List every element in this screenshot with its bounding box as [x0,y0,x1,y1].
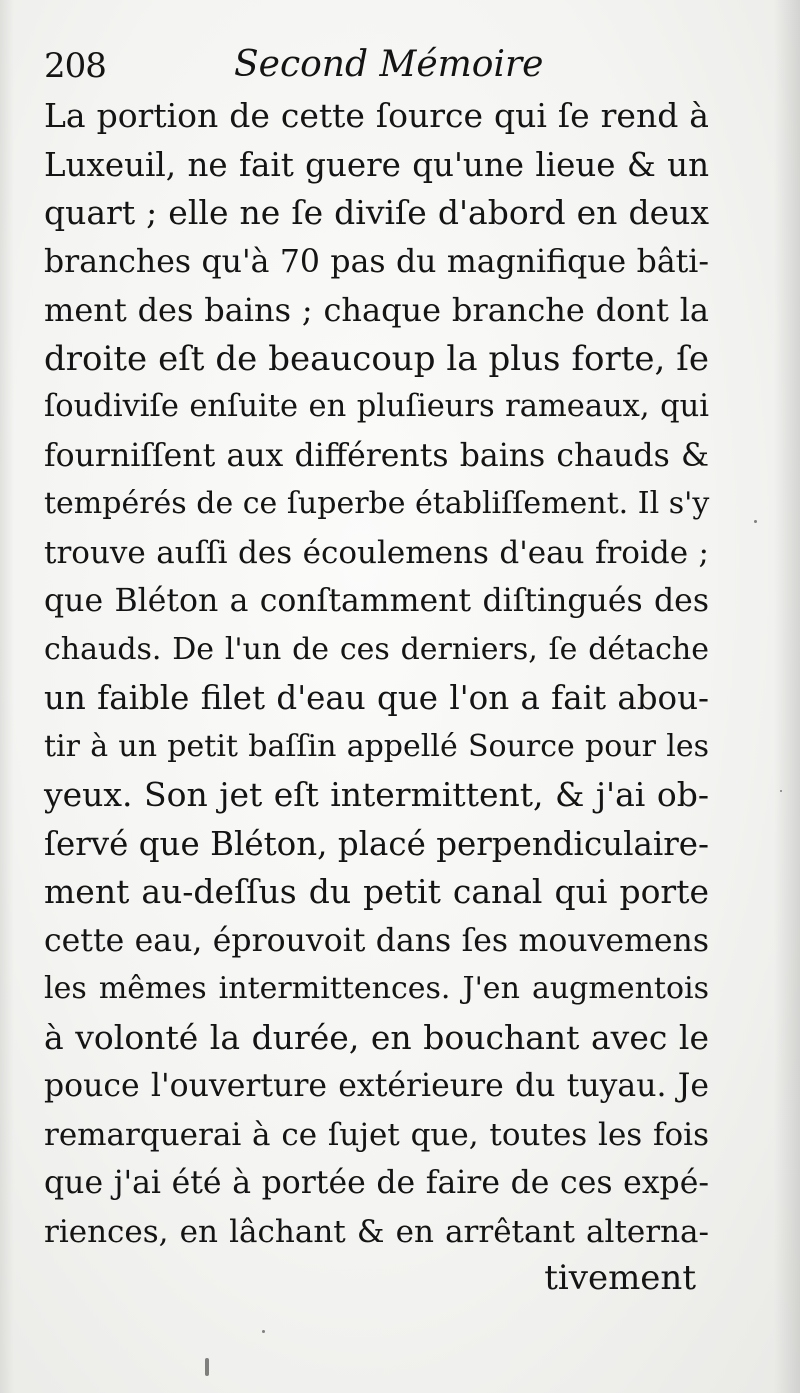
text-line: chauds. De l'un de ces derniers, ſe détache [44,631,709,667]
text-line: cette eau, éprouvoit dans ſes mouvemens [44,922,709,959]
text-line: les mêmes intermittences. J'en augmentois [44,971,709,1006]
text-line: quart ; elle ne ſe diviſe d'abord en deux [44,193,709,232]
text-line: à volonté la durée, en bouchant avec le [44,1017,709,1057]
page-shadow-right [774,0,800,1393]
text-line: branches qu'à 70 pas du magnifique bâti- [44,243,709,280]
ink-speck [262,1330,265,1333]
text-line: fourniſſent aux différents bains chauds & [44,437,709,474]
page-shadow-left [0,0,14,1393]
text-line: trouve auſſi des écoulemens d'eau froide ; [44,534,709,571]
text-line: que Bléton a conſtamment diſtingués des [44,583,709,619]
text-line: yeux. Son jet eſt intermittent, & j'ai ob- [44,775,709,814]
text-line: La portion de cette ſource qui ſe rend à [44,96,709,135]
ink-speck [205,1358,209,1376]
running-head: Second Mémoire [234,44,544,85]
text-line: remarquerai à ce ſujet que, toutes les fois [44,1116,709,1153]
ink-speck [780,790,782,792]
page-number: 208 [44,46,106,86]
text-line: riences, en lâchant & en arrêtant alterna- [44,1213,709,1250]
text-line: pouce l'ouverture extérieure du tuyau. Je [44,1068,709,1104]
text-line: tempérés de ce ſuperbe établiſſement. Il s'y [44,486,710,521]
ink-speck [754,520,757,523]
text-line: ſervé que Bléton, placé perpendiculaire- [44,824,709,863]
text-line: ſoudiviſe enſuite en pluſieurs rameaux, qui [44,389,709,424]
text-line: droite eſt de beaucoup la plus forte, ſe [44,338,709,379]
catchword: tivement [544,1258,696,1298]
text-line: Luxeuil, ne fait guere qu'une lieue & un [44,145,709,184]
page-header [44,44,724,90]
text-line: ment au-deſſus du petit canal qui porte [44,872,709,911]
text-line: un faible filet d'eau que l'on a fait abou- [44,679,709,717]
text-line: que j'ai été à portée de faire de ces expé- [44,1165,709,1201]
text-line: ment des bains ; chaque branche dont la [44,291,709,329]
text-line: tir à un petit baſſin appellé Source pour les [44,728,709,764]
body-text [44,92,709,1256]
